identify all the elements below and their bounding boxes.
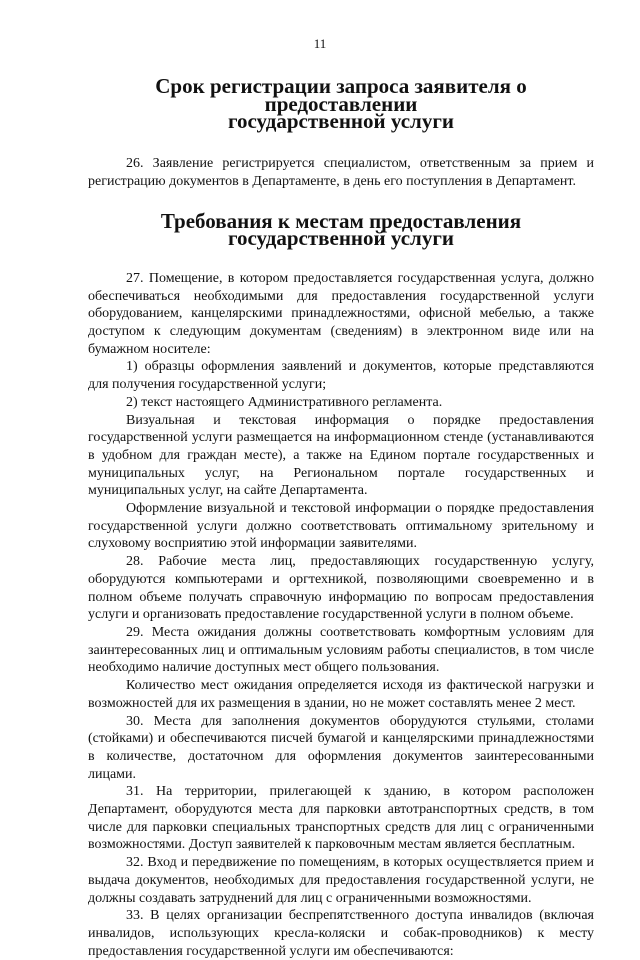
spacer — [88, 131, 594, 155]
paragraph-30: 30. Места для заполнения документов оборудуются стульями, столами (стойками) и обеспечиваются писчей бумагой и канцелярскими принадлежностями в количестве, достаточном для оформления документов заинтересованными лицами. — [88, 713, 594, 782]
document-body — [88, 74, 594, 960]
paragraph-27-item-1: 1) образцы оформления заявлений и документов, которые представляются для получения государственной услуги; — [88, 359, 594, 393]
section-heading-registration-term — [88, 74, 594, 134]
paragraph-27: 27. Помещение, в котором предоставляется государственная услуга, должно обеспечиваться необходимыми для предоставления государственной услуги оборудованием, канцелярскими принадлежностями, офисной мебелью, а также доступом к следующим документам (сведениям) в электронном виде или на бумажном носителе: — [88, 270, 594, 357]
paragraph-info-design: Оформление визуальной и текстовой информации о порядке предоставления государственной услуги должно соответствовать оптимальному зрительному и слуховому восприятию этой информации заявителями. — [88, 501, 594, 552]
heading-line: государственной услуги — [228, 109, 454, 134]
paragraph-27-item-2: 2) текст настоящего Административного регламента. — [126, 394, 443, 410]
spacer — [88, 248, 594, 270]
heading-line: Требования к местам предоставления государственной услуги — [160, 208, 522, 251]
paragraph-26: 26. Заявление регистрируется специалистом, ответственным за прием и регистрацию документов в Департаменте, в день его поступления в Департамент. — [88, 156, 594, 189]
section-heading-place-requirements — [88, 208, 594, 251]
heading-line: Срок регистрации запроса заявителя о предоставлении — [155, 74, 527, 116]
paragraph-29: 29. Места ожидания должны соответствовать комфортным условиям для заинтересованных лиц и оптимальным условиям работы специалистов, в том числе необходимо наличие доступных мест общего пользования. — [88, 624, 594, 676]
paragraph-33: 33. В целях организации беспрепятственного доступа инвалидов (включая инвалидов, использующих кресла-коляски и собак-проводников) к месту предоставления государственной услуги им обеспечиваются: — [88, 908, 594, 959]
paragraph-waiting-seats: Количество мест ожидания определяется исходя из фактической нагрузки и возможностей для их размещения в здании, но не может составлять менее 2 мест. — [88, 678, 594, 711]
paragraph-32: 32. Вход и передвижение по помещениям, в которых осуществляется прием и выдача документов, необходимых для предоставления государственной услуги, не должны создавать затруднений для лиц с ограниченными возможностями. — [88, 855, 594, 906]
paragraph-visual-info: Визуальная и текстовая информация о порядке предоставления государственной услуги размещается на информационном стенде (устанавливаются в удобном для граждан месте), а также на Едином портале государственных и муниципальных услуг, на Региональном портале государственных и муниципальных услуг, на сайте Департамента. — [88, 412, 594, 499]
paragraph-31: 31. На территории, прилегающей к зданию, в котором расположен Департамент, оборудуются места для парковки автотранспортных средств, в том числе для парковки специальных транспортных средств для лиц с ограниченными возможностями. Доступ заявителей к парковочным местам является бесплатным. — [88, 784, 594, 853]
paragraph-28: 28. Рабочие места лиц, предоставляющих государственную услугу, оборудуются компьютерами и оргтехникой, позволяющими своевременно и в полном объеме получать справочную информацию по вопросам предоставления услуги и организовать предоставление государственной услуги в полном объеме. — [88, 554, 594, 623]
page-number: 11 — [313, 36, 327, 51]
